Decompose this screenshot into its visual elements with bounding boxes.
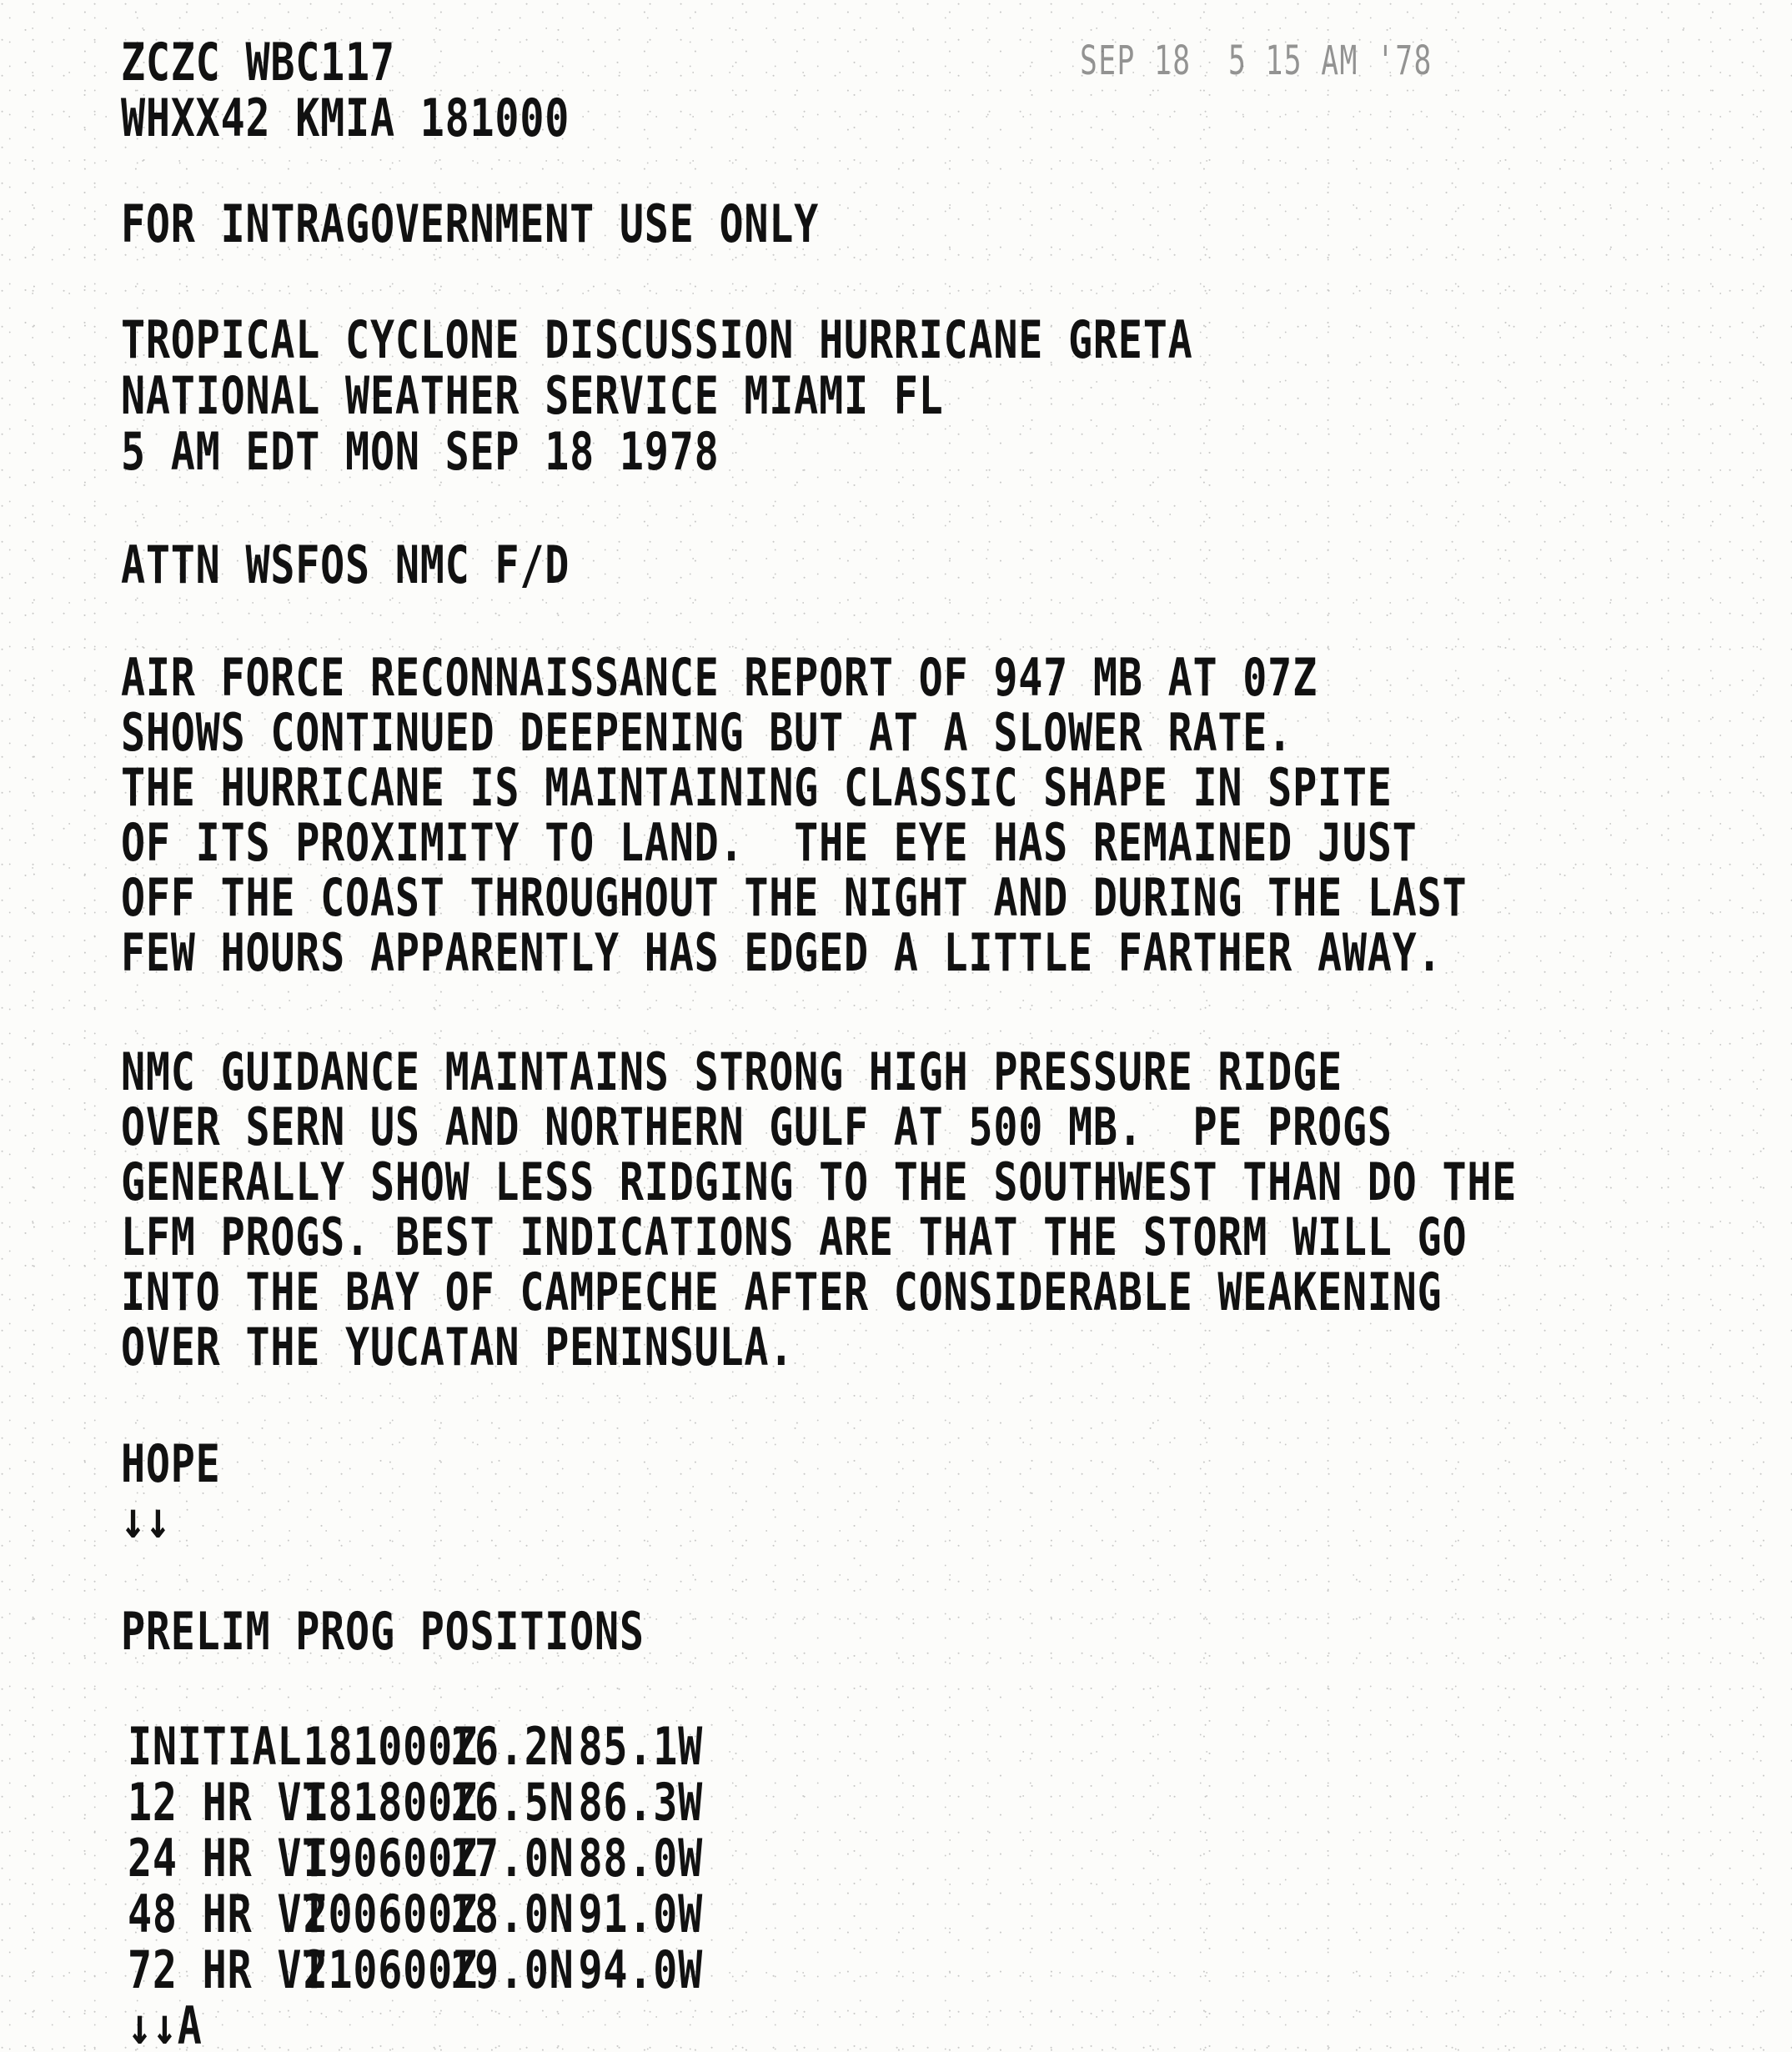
forecast-period: 12 HR VT	[128, 1772, 328, 1833]
paragraph-1-line-6: FEW HOURS APPARENTLY HAS EDGED A LITTLE FARTHER AWAY.	[121, 922, 1443, 983]
bulletin-id-line: WHXX42 KMIA 181000	[121, 88, 570, 148]
positions-heading-section	[121, 1601, 1311, 1662]
latitude: 18.0N	[449, 1884, 575, 1944]
paragraph-1-line-1: AIR FORCE RECONNAISSANCE REPORT OF 947 MB AT 07Z	[121, 647, 1318, 708]
table-row	[128, 1886, 778, 1942]
paragraph-1-line-4: OF ITS PROXIMITY TO LAND. THE EYE HAS REMAINED JUST	[121, 812, 1418, 873]
forecaster-name: HOPE	[121, 1433, 221, 1494]
restriction-notice	[121, 193, 1311, 254]
signature-marker: ↓↓	[121, 1489, 171, 1550]
valid-time: 210600Z	[303, 1939, 478, 2000]
forecast-period: 72 HR VT	[128, 1939, 328, 2000]
paragraph-2-line-4: LFM PROGS. BEST INDICATIONS ARE THAT THE STORM WILL GO	[121, 1207, 1468, 1267]
attention-line: ATTN WSFOS NMC F/D	[121, 534, 570, 595]
table-row	[128, 1828, 778, 1889]
latitude: 17.0N	[449, 1828, 575, 1889]
reconnaissance-paragraph	[121, 647, 1468, 983]
latitude: 19.0N	[449, 1939, 575, 2000]
table-row	[128, 1716, 778, 1777]
valid-time: 200600Z	[303, 1884, 478, 1944]
routing-code-line: ZCZC WBC117	[121, 32, 395, 93]
forecast-period: 48 HR VT	[128, 1884, 328, 1944]
title-line-3: 5 AM EDT MON SEP 18 1978	[121, 421, 720, 482]
end-of-message-marker: ↓↓A	[128, 1995, 203, 2052]
paragraph-2-line-3: GENERALLY SHOW LESS RIDGING TO THE SOUTHWEST THAN DO THE	[121, 1151, 1518, 1212]
paragraph-2-line-6: OVER THE YUCATAN PENINSULA.	[121, 1317, 795, 1377]
valid-time: 181000Z	[303, 1716, 478, 1777]
title-line-1: TROPICAL CYCLONE DISCUSSION HURRICANE GRETA	[121, 309, 1193, 370]
latitude: 16.2N	[449, 1716, 575, 1777]
intragovernment-use-line: FOR INTRAGOVERNMENT USE ONLY	[121, 193, 820, 254]
discussion-title	[121, 309, 1311, 482]
prog-positions-table	[128, 1718, 778, 2052]
table-row	[128, 1772, 778, 1833]
longitude: 86.3W	[578, 1772, 704, 1833]
received-date-stamp: SEP 18 5 15 AM '78	[1080, 38, 1433, 84]
title-line-2: NATIONAL WEATHER SERVICE MIAMI FL	[121, 365, 944, 426]
attention-section	[121, 534, 1311, 595]
table-row	[128, 1939, 778, 2000]
longitude: 88.0W	[578, 1828, 704, 1889]
forecast-period: INITIAL	[128, 1716, 303, 1777]
longitude: 91.0W	[578, 1884, 704, 1944]
paragraph-2-line-1: NMC GUIDANCE MAINTAINS STRONG HIGH PRESSURE RIDGE	[121, 1041, 1343, 1102]
paragraph-1-line-2: SHOWS CONTINUED DEEPENING BUT AT A SLOWER RATE.	[121, 702, 1293, 763]
longitude: 94.0W	[578, 1939, 704, 2000]
positions-heading: PRELIM PROG POSITIONS	[121, 1601, 645, 1662]
paragraph-1-line-5: OFF THE COAST THROUGHOUT THE NIGHT AND DURING THE LAST	[121, 867, 1468, 928]
message-header	[121, 34, 1311, 146]
longitude: 85.1W	[578, 1716, 704, 1777]
latitude: 16.5N	[449, 1772, 575, 1833]
valid-time: 190600Z	[303, 1828, 478, 1889]
valid-time: 181800Z	[303, 1772, 478, 1833]
paragraph-2-line-5: INTO THE BAY OF CAMPECHE AFTER CONSIDERABLE WEAKENING	[121, 1262, 1443, 1322]
paragraph-1-line-3: THE HURRICANE IS MAINTAINING CLASSIC SHAPE IN SPITE	[121, 757, 1393, 818]
forecast-period: 24 HR VT	[128, 1828, 328, 1889]
paragraph-2-line-2: OVER SERN US AND NORTHERN GULF AT 500 MB. PE PROGS	[121, 1096, 1393, 1157]
guidance-paragraph	[121, 1041, 1518, 1377]
signature-section	[121, 1433, 1311, 1550]
end-marker-row	[128, 1995, 778, 2052]
